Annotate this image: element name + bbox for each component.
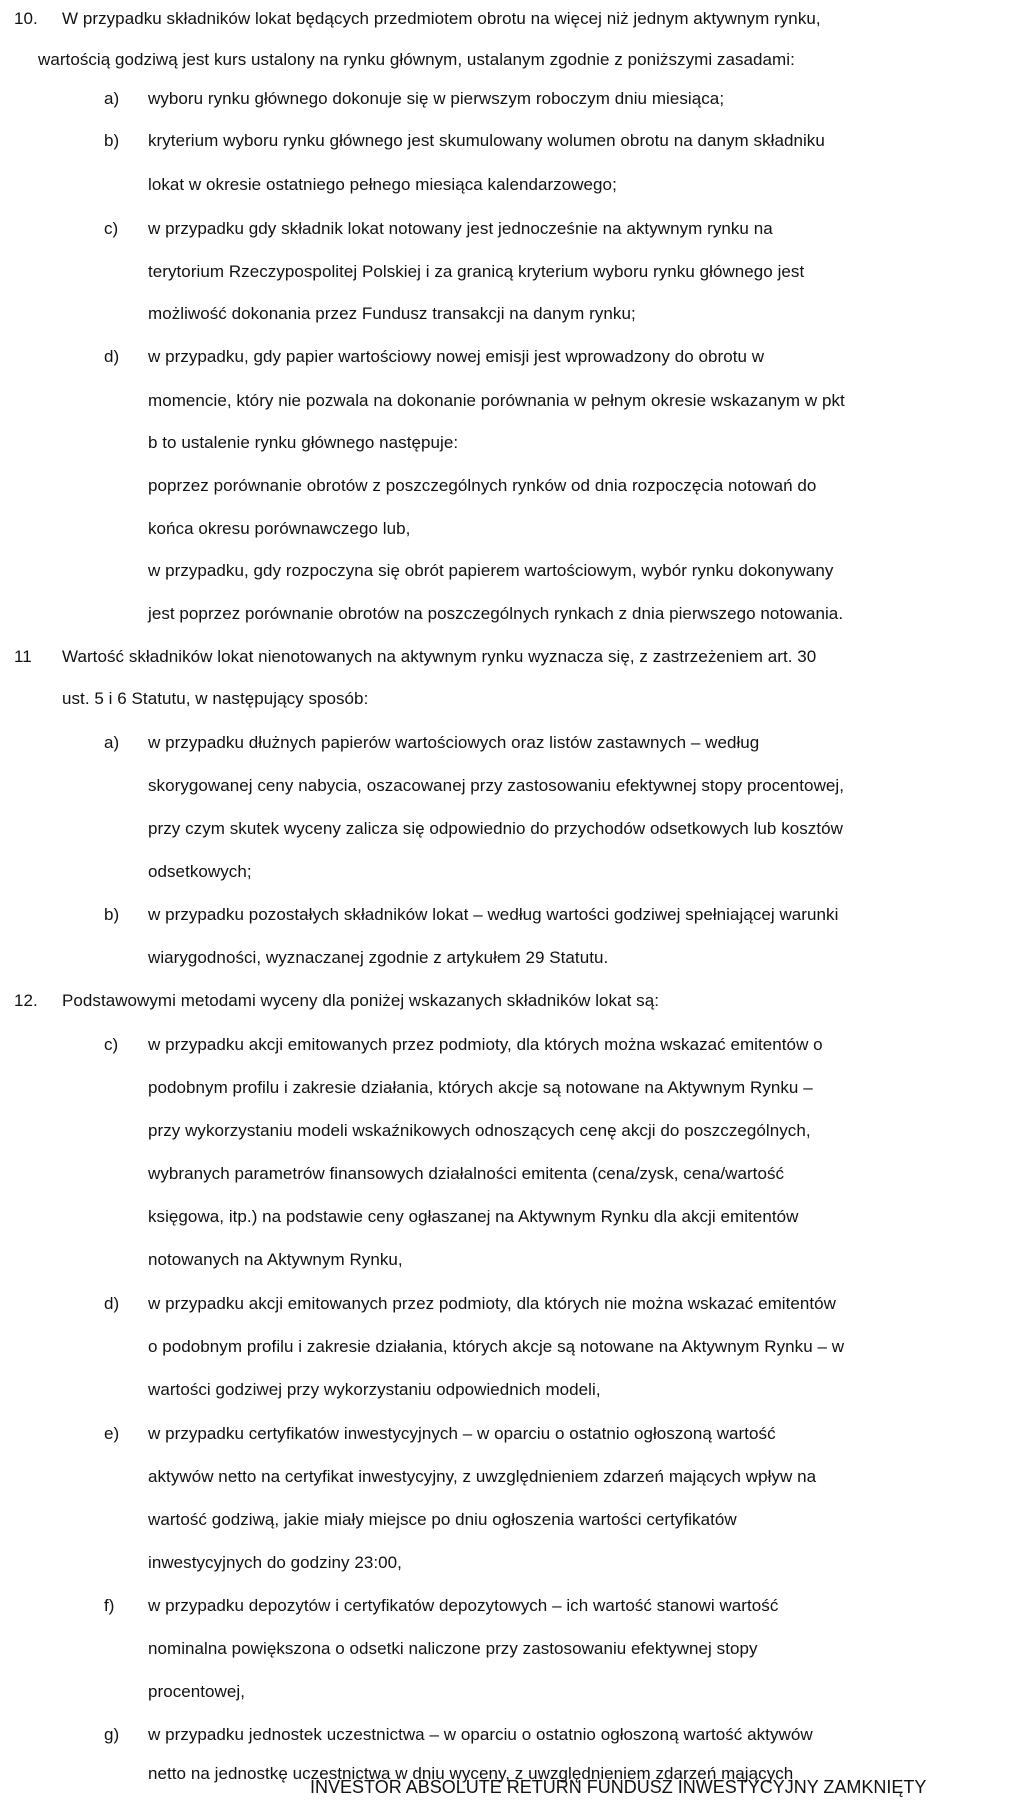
item-line: netto na jednostkę uczestnictwa w dniu wyceny, z uwzględnieniem zdarzeń mających xyxy=(148,1764,794,1783)
paragraph-line: W przypadku składników lokat będących przedmiotem obrotu na więcej niż jednym aktywnym rynku, xyxy=(62,9,821,28)
section-number: 10. xyxy=(14,9,38,28)
item-line: wybranych parametrów finansowych działalności emitenta (cena/zysk, cena/wartość xyxy=(148,1164,785,1183)
paragraph-line: Podstawowymi metodami wyceny dla poniżej wskazanych składników lokat są: xyxy=(62,991,659,1010)
item-label: a) xyxy=(104,733,120,752)
section-number: 12. xyxy=(14,991,38,1010)
item-label: b) xyxy=(104,905,120,924)
section-number: 11 xyxy=(14,647,32,666)
item-line: końca okresu porównawczego lub, xyxy=(148,519,411,538)
item-line: nominalna powiększona o odsetki naliczone przy zastosowaniu efektywnej stopy xyxy=(148,1639,758,1658)
paragraph-line: Wartość składników lokat nienotowanych na aktywnym rynku wyznacza się, z zastrzeżeniem art. 30 xyxy=(62,647,817,666)
item-line: inwestycyjnych do godziny 23:00, xyxy=(148,1553,402,1572)
item-line: w przypadku jednostek uczestnictwa – w oparciu o ostatnio ogłoszoną wartość aktywów xyxy=(148,1725,813,1744)
item-line: notowanych na Aktywnym Rynku, xyxy=(148,1250,403,1269)
item-line: księgowa, itp.) na podstawie ceny ogłaszanej na Aktywnym Rynku dla akcji emitentów xyxy=(148,1207,799,1226)
item-line: możliwość dokonania przez Fundusz transakcji na danym rynku; xyxy=(148,304,636,323)
item-line: procentowej, xyxy=(148,1682,245,1701)
item-label: c) xyxy=(104,219,119,238)
item-line: terytorium Rzeczypospolitej Polskiej i za granicą kryterium wyboru rynku głównego jest xyxy=(148,262,805,281)
item-line: wyboru rynku głównego dokonuje się w pierwszym roboczym dniu miesiąca; xyxy=(148,89,725,108)
item-line: w przypadku, gdy papier wartościowy nowej emisji jest wprowadzony do obrotu w xyxy=(148,347,765,366)
item-label: g) xyxy=(104,1725,120,1744)
item-line: jest poprzez porównanie obrotów na poszczególnych rynkach z dnia pierwszego notowania. xyxy=(148,604,844,623)
item-line: przy czym skutek wyceny zalicza się odpowiednio do przychodów odsetkowych lub kosztów xyxy=(148,819,843,838)
item-line: w przypadku akcji emitowanych przez podmioty, dla których można wskazać emitentów o xyxy=(148,1035,823,1054)
item-label: d) xyxy=(104,1294,120,1313)
item-line: lokat w okresie ostatniego pełnego miesiąca kalendarzowego; xyxy=(148,175,617,194)
item-line: wartości godziwej przy wykorzystaniu odpowiednich modeli, xyxy=(148,1380,601,1399)
paragraph-line: ust. 5 i 6 Statutu, w następujący sposób: xyxy=(62,689,369,708)
item-line: w przypadku pozostałych składników lokat – według wartości godziwej spełniającej warunki xyxy=(148,905,839,924)
item-line: skorygowanej ceny nabycia, oszacowanej przy zastosowaniu efektywnej stopy procentowej, xyxy=(148,776,844,795)
item-line: wartość godziwą, jakie miały miejsce po dniu ogłoszenia wartości certyfikatów xyxy=(148,1510,737,1529)
item-label: f) xyxy=(104,1596,115,1615)
page-footer: INVESTOR ABSOLUTE RETURN FUNDUSZ INWESTYCYJNY ZAMKNIĘTY xyxy=(310,1777,927,1797)
item-label: a) xyxy=(104,89,120,108)
item-line: w przypadku akcji emitowanych przez podmioty, dla których nie można wskazać emitentów xyxy=(148,1294,837,1313)
item-line: w przypadku certyfikatów inwestycyjnych – w oparciu o ostatnio ogłoszoną wartość xyxy=(148,1424,776,1443)
item-line: momencie, który nie pozwala na dokonanie porównania w pełnym okresie wskazanym w pkt xyxy=(148,391,845,410)
item-line: w przypadku depozytów i certyfikatów depozytowych – ich wartość stanowi wartość xyxy=(148,1596,779,1615)
item-line: o podobnym profilu i zakresie działania, których akcje są notowane na Aktywnym Rynku – w xyxy=(148,1337,845,1356)
item-line: aktywów netto na certyfikat inwestycyjny, z uwzględnieniem zdarzeń mających wpływ na xyxy=(148,1467,817,1486)
item-line: w przypadku, gdy rozpoczyna się obrót papierem wartościowym, wybór rynku dokonywany xyxy=(148,561,834,580)
item-label: b) xyxy=(104,131,120,150)
item-line: w przypadku gdy składnik lokat notowany jest jednocześnie na aktywnym rynku na xyxy=(148,219,773,238)
paragraph-line: wartością godziwą jest kurs ustalony na rynku głównym, ustalanym zgodnie z poniższymi zasadami: xyxy=(38,50,795,69)
item-label: c) xyxy=(104,1035,119,1054)
item-line: w przypadku dłużnych papierów wartościowych oraz listów zastawnych – według xyxy=(148,733,760,752)
item-line: podobnym profilu i zakresie działania, których akcje są notowane na Aktywnym Rynku – xyxy=(148,1078,813,1097)
item-label: e) xyxy=(104,1424,120,1443)
item-line: kryterium wyboru rynku głównego jest skumulowany wolumen obrotu na danym składniku xyxy=(148,131,825,150)
item-line: b to ustalenie rynku głównego następuje: xyxy=(148,433,459,452)
item-line: poprzez porównanie obrotów z poszczególnych rynków od dnia rozpoczęcia notowań do xyxy=(148,476,817,495)
item-label: d) xyxy=(104,347,120,366)
item-line: przy wykorzystaniu modeli wskaźnikowych odnoszących cenę akcji do poszczególnych, xyxy=(148,1121,811,1140)
item-line: odsetkowych; xyxy=(148,862,252,881)
item-line: wiarygodności, wyznaczanej zgodnie z artykułem 29 Statutu. xyxy=(148,948,609,967)
